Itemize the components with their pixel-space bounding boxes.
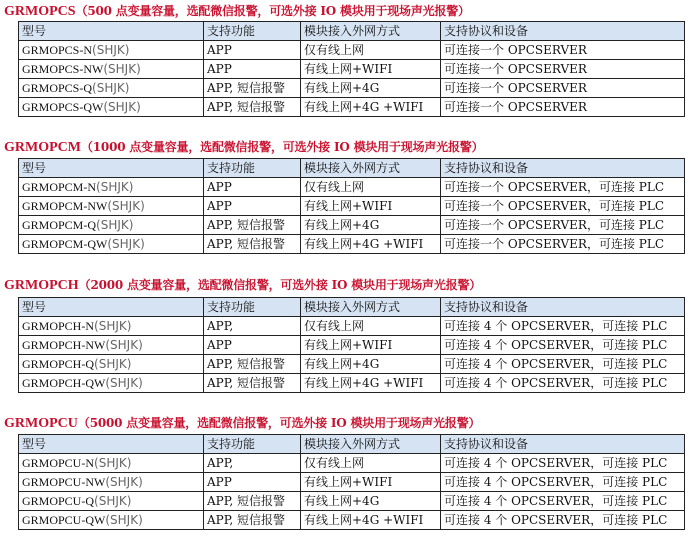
column-header: 型号 (19, 435, 204, 454)
network-cell: 有线上网+WIFI (301, 60, 441, 79)
model-tag: (SHJK) (92, 81, 130, 95)
series-code: GRMOPCM (4, 140, 81, 155)
function-cell: APP (204, 178, 301, 197)
series-description: （2000 点变量容量，选配微信报警，可选外接 IO 模块用于现场声光报警） (78, 278, 482, 292)
column-header: 支持功能 (204, 435, 301, 454)
table-row (19, 336, 685, 355)
series-code: GRMOPCS (4, 4, 76, 19)
protocol-cell: 可连接一个 OPCSERVER (441, 98, 685, 117)
series-description: （5000 点变量容量，选配微信报警，可选外接 IO 模块用于现场声光报警） (77, 416, 481, 430)
function-cell: APP (204, 336, 301, 355)
function-cell: APP (204, 41, 301, 60)
table-row (19, 79, 685, 98)
model-cell (19, 197, 204, 216)
column-header: 支持功能 (204, 159, 301, 178)
model-name: GRMOPCH-Q (22, 357, 95, 371)
series-code: GRMOPCU (4, 416, 78, 431)
network-cell: 有线上网+WIFI (301, 197, 441, 216)
function-cell: APP (204, 197, 301, 216)
model-cell (19, 79, 204, 98)
model-tag: (SHJK) (105, 513, 143, 527)
model-tag: (SHJK) (105, 475, 143, 489)
section-title (4, 2, 470, 20)
model-tag: (SHJK) (103, 100, 141, 114)
network-cell: 有线上网+4G +WIFI (301, 511, 441, 530)
column-header: 型号 (19, 159, 204, 178)
table-header-row (19, 22, 685, 41)
model-tag: (SHJK) (94, 319, 132, 333)
network-cell: 仅有线上网 (301, 41, 441, 60)
model-cell (19, 473, 204, 492)
model-cell (19, 178, 204, 197)
model-table (18, 158, 685, 254)
protocol-cell: 可连接一个 OPCSERVER，可连接 PLC (441, 178, 685, 197)
table-row (19, 60, 685, 79)
protocol-cell: 可连接一个 OPCSERVER，可连接 PLC (441, 235, 685, 254)
function-cell: APP (204, 60, 301, 79)
protocol-cell: 可连接 4 个 OPCSERVER，可连接 PLC (441, 454, 685, 473)
column-header: 型号 (19, 298, 204, 317)
column-header: 支持协议和设备 (441, 159, 685, 178)
network-cell: 有线上网+4G (301, 355, 441, 374)
model-tag: (SHJK) (96, 180, 134, 194)
table-row (19, 235, 685, 254)
model-table (18, 21, 685, 117)
function-cell: APP, 短信报警 (204, 98, 301, 117)
model-tag: (SHJK) (107, 237, 145, 251)
network-cell: 有线上网+WIFI (301, 336, 441, 355)
protocol-cell: 可连接一个 OPCSERVER，可连接 PLC (441, 216, 685, 235)
network-cell: 有线上网+4G (301, 79, 441, 98)
model-tag: (SHJK) (94, 456, 132, 470)
model-tag: (SHJK) (105, 338, 143, 352)
model-cell (19, 336, 204, 355)
model-name: GRMOPCM-Q (22, 218, 97, 232)
table-row (19, 216, 685, 235)
model-tag: (SHJK) (105, 376, 143, 390)
network-cell: 有线上网+4G (301, 216, 441, 235)
table-row (19, 511, 685, 530)
protocol-cell: 可连接 4 个 OPCSERVER，可连接 PLC (441, 355, 685, 374)
protocol-cell: 可连接 4 个 OPCSERVER，可连接 PLC (441, 511, 685, 530)
model-cell (19, 41, 204, 60)
model-name: GRMOPCS-QW (22, 100, 104, 114)
table-row (19, 178, 685, 197)
table-row (19, 41, 685, 60)
model-name: GRMOPCM-QW (22, 237, 108, 251)
function-cell: APP, 短信报警 (204, 79, 301, 98)
model-tag: (SHJK) (94, 494, 132, 508)
series-code: GRMOPCH (4, 278, 79, 293)
model-cell (19, 511, 204, 530)
function-cell: APP, (204, 317, 301, 336)
table-row (19, 473, 685, 492)
model-name: GRMOPCU-Q (22, 494, 95, 508)
model-cell (19, 60, 204, 79)
protocol-cell: 可连接一个 OPCSERVER (441, 79, 685, 98)
network-cell: 有线上网+4G +WIFI (301, 235, 441, 254)
network-cell: 有线上网+4G +WIFI (301, 98, 441, 117)
protocol-cell: 可连接一个 OPCSERVER (441, 41, 685, 60)
function-cell: APP, 短信报警 (204, 355, 301, 374)
table-header-row (19, 435, 685, 454)
series-description: （1000 点变量容量，选配微信报警，可选外接 IO 模块用于现场声光报警） (80, 140, 484, 154)
model-cell (19, 317, 204, 336)
column-header: 型号 (19, 22, 204, 41)
table-row (19, 98, 685, 117)
table-row (19, 492, 685, 511)
model-cell (19, 374, 204, 393)
model-tag: (SHJK) (103, 62, 141, 76)
section-title (4, 138, 483, 156)
model-name: GRMOPCS-NW (22, 62, 104, 76)
column-header: 支持协议和设备 (441, 298, 685, 317)
model-name: GRMOPCU-QW (22, 513, 106, 527)
protocol-cell: 可连接 4 个 OPCSERVER，可连接 PLC (441, 317, 685, 336)
model-cell (19, 492, 204, 511)
model-table (18, 434, 685, 530)
model-tag: (SHJK) (94, 357, 132, 371)
table-header-row (19, 298, 685, 317)
network-cell: 仅有线上网 (301, 317, 441, 336)
model-name: GRMOPCH-N (22, 319, 95, 333)
function-cell: APP, 短信报警 (204, 492, 301, 511)
column-header: 模块接入外网方式 (301, 159, 441, 178)
model-cell (19, 235, 204, 254)
model-name: GRMOPCS-Q (22, 81, 93, 95)
model-cell (19, 216, 204, 235)
model-name: GRMOPCS-N (22, 43, 93, 57)
table-row (19, 197, 685, 216)
model-name: GRMOPCU-N (22, 456, 95, 470)
function-cell: APP, 短信报警 (204, 235, 301, 254)
section-title (4, 276, 481, 294)
function-cell: APP, (204, 454, 301, 473)
function-cell: APP (204, 473, 301, 492)
table-row (19, 355, 685, 374)
table-row (19, 317, 685, 336)
model-name: GRMOPCH-NW (22, 338, 106, 352)
network-cell: 有线上网+WIFI (301, 473, 441, 492)
protocol-cell: 可连接 4 个 OPCSERVER，可连接 PLC (441, 492, 685, 511)
model-name: GRMOPCU-NW (22, 475, 106, 489)
model-table (18, 297, 685, 393)
model-cell (19, 355, 204, 374)
column-header: 支持协议和设备 (441, 22, 685, 41)
series-description: （500 点变量容量，选配微信报警，可选外接 IO 模块用于现场声光报警） (75, 4, 470, 18)
model-cell (19, 98, 204, 117)
section-title (4, 414, 480, 432)
column-header: 模块接入外网方式 (301, 435, 441, 454)
protocol-cell: 可连接 4 个 OPCSERVER，可连接 PLC (441, 473, 685, 492)
model-name: GRMOPCM-NW (22, 199, 108, 213)
function-cell: APP, 短信报警 (204, 374, 301, 393)
column-header: 支持功能 (204, 22, 301, 41)
network-cell: 仅有线上网 (301, 178, 441, 197)
column-header: 支持协议和设备 (441, 435, 685, 454)
protocol-cell: 可连接一个 OPCSERVER，可连接 PLC (441, 197, 685, 216)
protocol-cell: 可连接一个 OPCSERVER (441, 60, 685, 79)
model-tag: (SHJK) (107, 199, 145, 213)
protocol-cell: 可连接 4 个 OPCSERVER，可连接 PLC (441, 336, 685, 355)
model-tag: (SHJK) (96, 218, 134, 232)
table-row (19, 374, 685, 393)
model-cell (19, 454, 204, 473)
column-header: 模块接入外网方式 (301, 22, 441, 41)
model-tag: (SHJK) (92, 43, 130, 57)
table-row (19, 454, 685, 473)
function-cell: APP, 短信报警 (204, 216, 301, 235)
column-header: 支持功能 (204, 298, 301, 317)
model-name: GRMOPCM-N (22, 180, 97, 194)
network-cell: 有线上网+4G +WIFI (301, 374, 441, 393)
function-cell: APP, 短信报警 (204, 511, 301, 530)
network-cell: 仅有线上网 (301, 454, 441, 473)
column-header: 模块接入外网方式 (301, 298, 441, 317)
network-cell: 有线上网+4G (301, 492, 441, 511)
model-name: GRMOPCH-QW (22, 376, 106, 390)
protocol-cell: 可连接 4 个 OPCSERVER，可连接 PLC (441, 374, 685, 393)
table-header-row (19, 159, 685, 178)
